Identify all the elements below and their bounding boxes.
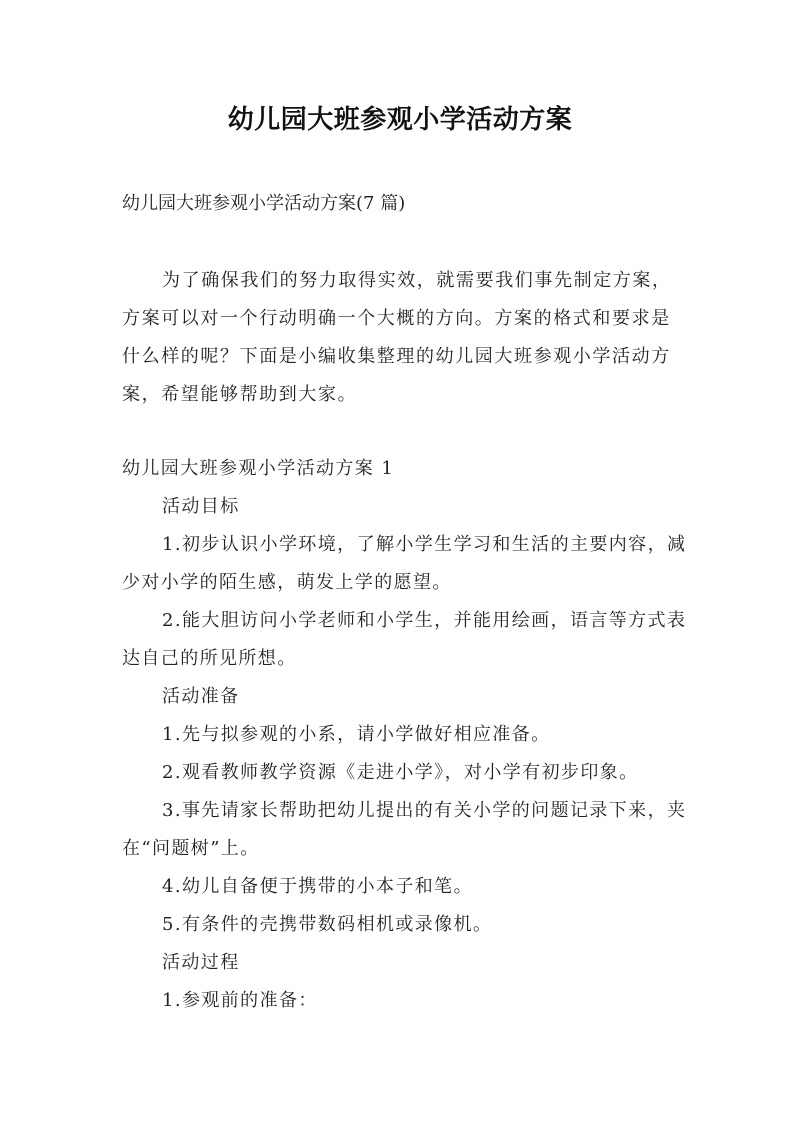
goal-item-1: 1.初步认识小学环境，了解小学生学习和生活的主要内容，减少对小学的陌生感，萌发上学的愿望。 xyxy=(122,534,687,593)
document-subtitle: 幼儿园大班参观小学活动方案(7 篇) xyxy=(122,193,406,214)
subheading-process: 活动过程 xyxy=(162,952,240,973)
intro-paragraph xyxy=(122,262,682,414)
prep-item-5: 5.有条件的壳携带数码相机或录像机。 xyxy=(162,914,493,935)
prep-item-4: 4.幼儿自备便于携带的小本子和笔。 xyxy=(162,876,473,897)
subheading-goals: 活动目标 xyxy=(162,496,240,517)
section-heading: 幼儿园大班参观小学活动方案 1 xyxy=(122,458,395,479)
goal-item-2: 2.能大胆访问小学老师和小学生，并能用绘画，语言等方式表达自己的所见所想。 xyxy=(122,610,687,669)
prep-item-2: 2.观看教师教学资源《走进小学》，对小学有初步印象。 xyxy=(162,762,639,783)
subheading-preparation: 活动准备 xyxy=(162,686,240,707)
intro-text: 为了确保我们的努力取得实效，就需要我们事先制定方案，方案可以对一个行动明确一个大概的方向。方案的格式和要求是什么样的呢？下面是小编收集整理的幼儿园大班参观小学活动方案，希望能够帮助到大家。 xyxy=(122,270,672,405)
process-item-1: 1.参观前的准备： xyxy=(162,990,318,1011)
prep-item-1: 1.先与拟参观的小系，请小学做好相应准备。 xyxy=(162,724,551,745)
document-title: 幼儿园大班参观小学活动方案 xyxy=(227,105,573,135)
prep-item-3: 3.事先请家长帮助把幼儿提出的有关小学的问题记录下来，夹在“问题树”上。 xyxy=(122,800,687,859)
section-1 xyxy=(122,450,697,1020)
